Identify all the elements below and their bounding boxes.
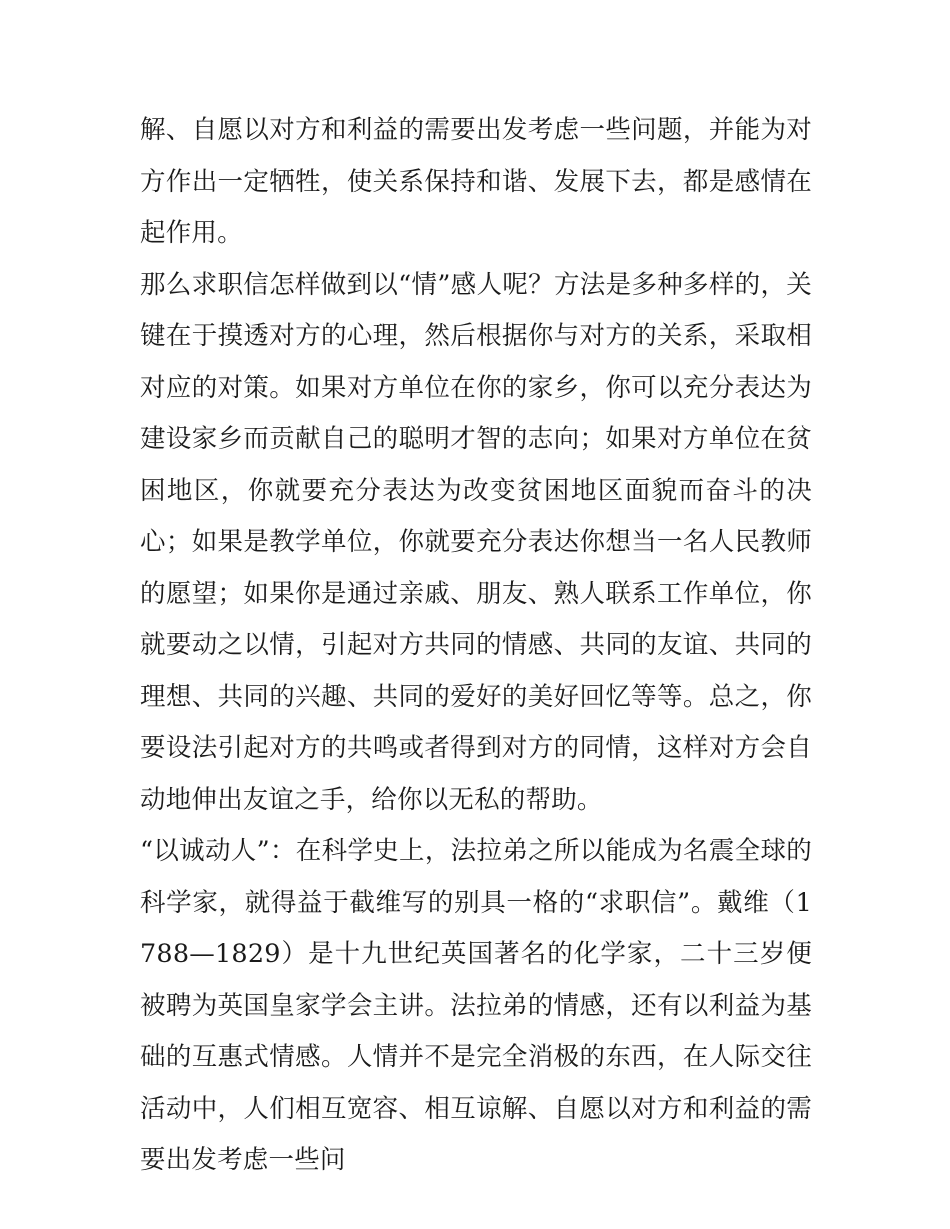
paragraph-2: 那么求职信怎样做到以“情”感人呢？方法是多种多样的，关键在于摸透对方的心理，然后根据你与对方的关系，采取相对应的对策。如果对方单位在你的家乡，你可以充分表达为建设家乡而贡献自己的聪明才智的志向；如果对方单位在贫困地区，你就要充分表达为改变贫困地区面貌而奋斗的决心；如果是教学单位，你就要充分表达你想当一名人民教师的愿望；如果你是通过亲戚、朋友、熟人联系工作单位，你就要动之以情，引起对方共同的情感、共同的友谊、共同的理想、共同的兴趣、共同的爱好的美好回忆等等。总之，你要设法引起对方的共鸣或者得到对方的同情，这样对方会自动地伸出友谊之手，给你以无私的帮助。 <box>140 269 812 815</box>
paragraph-1: 解、自愿以对方和利益的需要出发考虑一些问题，并能为对方作出一定牺牲，使关系保持和谐、发展下去，都是感情在起作用。 <box>140 115 812 248</box>
paragraph-3: “以诚动人”：在科学史上，法拉弟之所以能成为名震全球的科学家，就得益于截维写的别具一格的“求职信”。戴维（1788—1829）是十九世纪英国著名的化学家，二十三岁便被聘为英国皇家学会主讲。法拉弟的情感，还有以利益为基础的互惠式情感。人情并不是完全消极的东西，在人际交往活动中，人们相互宽容、相互谅解、自愿以对方和利益的需要出发考虑一些问 <box>140 836 812 1175</box>
body-text <box>140 105 812 1187</box>
